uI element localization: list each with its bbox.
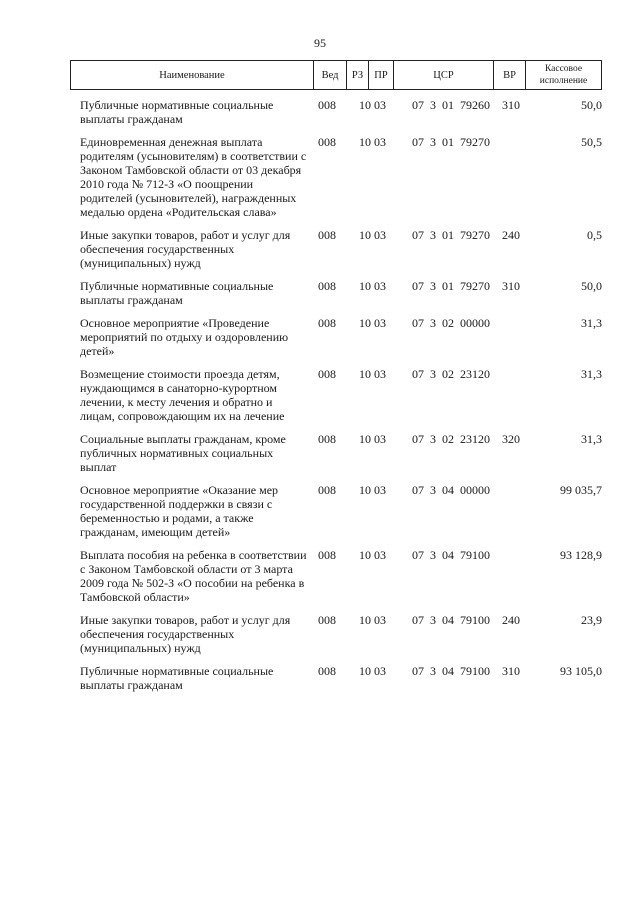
header-vr: ВР (494, 61, 526, 89)
row-name: Возмещение стоимости проезда детям, нуждающимся в санаторно-курортном лечении, к месту лечения и обратно и лицам, сопровождающим их на лечение (80, 367, 285, 423)
row-ved: 008 (318, 367, 336, 381)
row-rzpr: 10 03 (359, 135, 386, 149)
table-row (70, 98, 602, 126)
row-amount: 31,3 (581, 367, 602, 381)
row-csr: 07 3 01 79270 (412, 135, 490, 149)
row-vr (502, 316, 536, 358)
header-rz: РЗ (347, 61, 369, 89)
row-name: Публичные нормативные социальные выплаты гражданам (80, 279, 274, 307)
row-vr (502, 548, 536, 604)
row-csr: 07 3 02 23120 (412, 432, 490, 446)
row-vr (502, 483, 536, 539)
row-ved: 008 (318, 316, 336, 330)
row-ved: 008 (318, 279, 336, 293)
header-name: Наименование (71, 61, 314, 89)
row-amount: 0,5 (587, 228, 602, 242)
table-row (70, 613, 602, 655)
row-rzpr: 10 03 (359, 367, 386, 381)
row-csr: 07 3 02 23120 (412, 367, 490, 381)
row-amount: 50,5 (581, 135, 602, 149)
row-ved: 008 (318, 98, 336, 112)
row-rzpr: 10 03 (359, 613, 386, 627)
row-rzpr: 10 03 (359, 432, 386, 446)
table-row (70, 279, 602, 307)
row-ved: 008 (318, 135, 336, 149)
row-ved: 008 (318, 228, 336, 242)
row-vr (502, 367, 536, 423)
row-name: Публичные нормативные социальные выплаты гражданам (80, 98, 274, 126)
header-pr: ПР (369, 61, 394, 89)
row-name: Выплата пособия на ребенка в соответствии с Законом Тамбовской области от 3 марта 2009 года № 502-З «О пособии на ребенка в Тамбовской области» (80, 548, 307, 604)
row-vr (502, 135, 536, 219)
row-ved: 008 (318, 432, 336, 446)
header-ved: Вед (314, 61, 347, 89)
row-name: Основное мероприятие «Оказание мер государственной поддержки в связи с беременностью и родами, а также гражданам, имеющим детей» (80, 483, 279, 539)
row-vr: 310 (502, 664, 520, 678)
row-ved: 008 (318, 664, 336, 678)
row-amount: 31,3 (581, 316, 602, 330)
table-row (70, 664, 602, 692)
row-amount: 31,3 (581, 432, 602, 446)
row-csr: 07 3 04 00000 (412, 483, 490, 497)
table-row (70, 316, 602, 358)
table-row (70, 548, 602, 604)
row-rzpr: 10 03 (359, 316, 386, 330)
table-row (70, 483, 602, 539)
row-name: Публичные нормативные социальные выплаты гражданам (80, 664, 274, 692)
row-amount: 99 035,7 (560, 483, 602, 497)
table-row (70, 135, 602, 219)
row-vr: 320 (502, 432, 520, 446)
header-csr: ЦСР (394, 61, 494, 89)
row-rzpr: 10 03 (359, 228, 386, 242)
row-csr: 07 3 01 79270 (412, 279, 490, 293)
row-name: Социальные выплаты гражданам, кроме публичных нормативных социальных выплат (80, 432, 286, 474)
row-name: Единовременная денежная выплата родителям (усыновителям) в соответствии с Законом Тамбовской области от 03 декабря 2010 года № 712-З «О поощрении родителей (усыновителей), награжденных медалью ордена «Родительская слава» (80, 135, 307, 219)
row-amount: 93 105,0 (560, 664, 602, 678)
row-rzpr: 10 03 (359, 279, 386, 293)
row-csr: 07 3 01 79270 (412, 228, 490, 242)
table-header (70, 60, 602, 90)
row-amount: 23,9 (581, 613, 602, 627)
row-name: Иные закупки товаров, работ и услуг для обеспечения государственных (муниципальных) нужд (80, 228, 291, 270)
row-csr: 07 3 02 00000 (412, 316, 490, 330)
row-rzpr: 10 03 (359, 548, 386, 562)
row-csr: 07 3 04 79100 (412, 613, 490, 627)
row-name: Иные закупки товаров, работ и услуг для обеспечения государственных (муниципальных) нужд (80, 613, 291, 655)
row-vr: 240 (502, 613, 520, 627)
row-rzpr: 10 03 (359, 664, 386, 678)
table-body (70, 98, 602, 701)
table-row (70, 432, 602, 474)
row-csr: 07 3 01 79260 (412, 98, 490, 112)
row-rzpr: 10 03 (359, 483, 386, 497)
row-vr: 310 (502, 98, 520, 112)
row-ved: 008 (318, 483, 336, 497)
row-amount: 50,0 (581, 279, 602, 293)
table-row (70, 228, 602, 270)
row-ved: 008 (318, 548, 336, 562)
row-rzpr: 10 03 (359, 98, 386, 112)
row-vr: 240 (502, 228, 520, 242)
page-number: 95 (314, 36, 326, 50)
row-vr: 310 (502, 279, 520, 293)
row-csr: 07 3 04 79100 (412, 548, 490, 562)
header-cash-execution: Кассовое исполнение (539, 64, 588, 86)
row-csr: 07 3 04 79100 (412, 664, 490, 678)
row-amount: 50,0 (581, 98, 602, 112)
row-ved: 008 (318, 613, 336, 627)
table-row (70, 367, 602, 423)
row-name: Основное мероприятие «Проведение мероприятий по отдыху и оздоровлению детей» (80, 316, 289, 358)
row-amount: 93 128,9 (560, 548, 602, 562)
